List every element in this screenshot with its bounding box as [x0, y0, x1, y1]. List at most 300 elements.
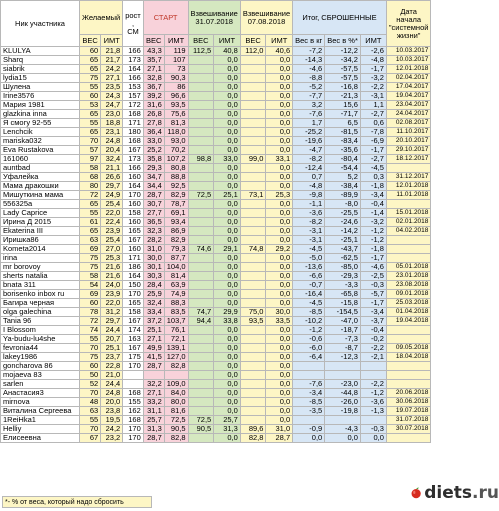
- weigh2-imt-cell[interactable]: 0,0: [266, 335, 293, 344]
- lost-imt-cell[interactable]: -2,1: [360, 353, 386, 362]
- start-date-cell[interactable]: 12.01.2018: [386, 182, 431, 191]
- start-weight-cell[interactable]: 33,2: [143, 398, 164, 407]
- desired-imt-cell[interactable]: 24,2: [101, 425, 123, 434]
- desired-imt-cell[interactable]: 24,8: [101, 137, 123, 146]
- weigh1-imt-cell[interactable]: 0,0: [214, 182, 241, 191]
- height-cm-cell[interactable]: 168: [123, 389, 144, 398]
- desired-weight-cell[interactable]: 55: [80, 335, 101, 344]
- lost-imt-cell[interactable]: [360, 416, 386, 425]
- participant-name-cell[interactable]: Мишуткина мама: [1, 191, 80, 200]
- lost-kg-cell[interactable]: -9,8: [293, 191, 325, 200]
- weigh1-imt-cell[interactable]: 0,0: [214, 326, 241, 335]
- start-date-cell[interactable]: 20.10.2017: [386, 137, 431, 146]
- start-date-cell[interactable]: 12.01.2018: [386, 65, 431, 74]
- weigh2-imt-cell[interactable]: 0,0: [266, 182, 293, 191]
- start-date-cell[interactable]: [386, 434, 431, 443]
- desired-imt-cell[interactable]: 23,9: [101, 290, 123, 299]
- participant-name-cell[interactable]: 161060: [1, 155, 80, 164]
- desired-weight-cell[interactable]: 67: [80, 434, 101, 443]
- weigh2-imt-cell[interactable]: 0,0: [266, 290, 293, 299]
- start-imt-cell[interactable]: 74,9: [164, 290, 188, 299]
- start-imt-cell[interactable]: 79,3: [164, 245, 188, 254]
- weigh2-weight-cell[interactable]: 73,1: [240, 191, 266, 200]
- weigh1-imt-cell[interactable]: 0,0: [214, 74, 241, 83]
- desired-weight-cell[interactable]: 58: [80, 272, 101, 281]
- weigh1-imt-cell[interactable]: 40,8: [214, 47, 241, 56]
- weigh1-imt-cell[interactable]: 0,0: [214, 236, 241, 245]
- weigh2-imt-cell[interactable]: 0,0: [266, 65, 293, 74]
- weigh1-weight-cell[interactable]: 112,5: [188, 47, 214, 56]
- lost-imt-cell[interactable]: 0,3: [360, 173, 386, 182]
- weigh2-weight-cell[interactable]: [240, 110, 266, 119]
- weigh1-imt-cell[interactable]: 0,0: [214, 110, 241, 119]
- weigh2-weight-cell[interactable]: [240, 137, 266, 146]
- weigh2-imt-cell[interactable]: 33,5: [266, 317, 293, 326]
- lost-kg-cell[interactable]: [293, 371, 325, 380]
- lost-imt-cell[interactable]: -1,8: [360, 245, 386, 254]
- lost-imt-cell[interactable]: -3,2: [360, 74, 386, 83]
- weigh1-weight-cell[interactable]: [188, 335, 214, 344]
- desired-weight-cell[interactable]: 63: [80, 236, 101, 245]
- height-cm-cell[interactable]: 160: [123, 200, 144, 209]
- desired-weight-cell[interactable]: 57: [80, 146, 101, 155]
- lost-kg-cell[interactable]: -0,9: [293, 425, 325, 434]
- start-imt-cell[interactable]: 81,4: [164, 272, 188, 281]
- lost-pct-cell[interactable]: -89,9: [325, 191, 361, 200]
- start-weight-cell[interactable]: 25,1: [143, 326, 164, 335]
- lost-kg-cell[interactable]: -7,6: [293, 380, 325, 389]
- start-weight-cell[interactable]: 31,3: [143, 425, 164, 434]
- desired-imt-cell[interactable]: 29,7: [101, 182, 123, 191]
- desired-imt-cell[interactable]: 24,0: [101, 281, 123, 290]
- start-date-cell[interactable]: [386, 245, 431, 254]
- weigh1-weight-cell[interactable]: [188, 281, 214, 290]
- desired-imt-cell[interactable]: 24,9: [101, 191, 123, 200]
- start-imt-cell[interactable]: 127,0: [164, 353, 188, 362]
- lost-kg-cell[interactable]: -8,8: [293, 74, 325, 83]
- participant-name-cell[interactable]: Sharq: [1, 56, 80, 65]
- desired-weight-cell[interactable]: 78: [80, 308, 101, 317]
- weigh2-imt-cell[interactable]: 0,0: [266, 380, 293, 389]
- lost-pct-cell[interactable]: -19,8: [325, 407, 361, 416]
- start-imt-cell[interactable]: 72,1: [164, 335, 188, 344]
- weigh1-weight-cell[interactable]: [188, 182, 214, 191]
- lost-imt-cell[interactable]: -3,4: [360, 308, 386, 317]
- desired-imt-cell[interactable]: 23,2: [101, 434, 123, 443]
- weigh2-weight-cell[interactable]: [240, 200, 266, 209]
- desired-imt-cell[interactable]: 23,9: [101, 227, 123, 236]
- start-date-cell[interactable]: 23.01.2018: [386, 272, 431, 281]
- weigh2-weight-cell[interactable]: [240, 56, 266, 65]
- weigh1-imt-cell[interactable]: 0,0: [214, 92, 241, 101]
- start-weight-cell[interactable]: 25,7: [143, 416, 164, 425]
- weigh2-weight-cell[interactable]: [240, 263, 266, 272]
- start-date-cell[interactable]: 20.06.2018: [386, 389, 431, 398]
- desired-weight-cell[interactable]: 48: [80, 398, 101, 407]
- start-weight-cell[interactable]: 29,3: [143, 164, 164, 173]
- start-date-cell[interactable]: 31.07.2018: [386, 416, 431, 425]
- weigh2-imt-cell[interactable]: 0,0: [266, 227, 293, 236]
- participant-name-cell[interactable]: Irine3576: [1, 92, 80, 101]
- start-weight-cell[interactable]: 28,4: [143, 281, 164, 290]
- lost-imt-cell[interactable]: [360, 362, 386, 371]
- height-cm-cell[interactable]: 173: [123, 155, 144, 164]
- start-date-cell[interactable]: [386, 371, 431, 380]
- weigh2-imt-cell[interactable]: 0,0: [266, 389, 293, 398]
- participant-name-cell[interactable]: mojaeva 83: [1, 371, 80, 380]
- weigh2-imt-cell[interactable]: 0,0: [266, 272, 293, 281]
- weigh1-weight-cell[interactable]: [188, 173, 214, 182]
- desired-imt-cell[interactable]: 23,5: [101, 83, 123, 92]
- lost-pct-cell[interactable]: -25,5: [325, 209, 361, 218]
- start-imt-cell[interactable]: 90,3: [164, 74, 188, 83]
- weigh1-imt-cell[interactable]: 0,0: [214, 173, 241, 182]
- weigh1-imt-cell[interactable]: 25,1: [214, 191, 241, 200]
- weigh1-weight-cell[interactable]: [188, 353, 214, 362]
- start-weight-cell[interactable]: 36,5: [143, 218, 164, 227]
- participant-name-cell[interactable]: Я смогу 92-55: [1, 119, 80, 128]
- lost-kg-cell[interactable]: -3,4: [293, 389, 325, 398]
- lost-pct-cell[interactable]: -81,5: [325, 128, 361, 137]
- start-date-cell[interactable]: 11.10.2017: [386, 128, 431, 137]
- start-weight-cell[interactable]: 34,4: [143, 182, 164, 191]
- weigh1-weight-cell[interactable]: [188, 254, 214, 263]
- lost-pct-cell[interactable]: -23,0: [325, 380, 361, 389]
- participant-name-cell[interactable]: Helliy: [1, 425, 80, 434]
- weigh1-imt-cell[interactable]: 0,0: [214, 335, 241, 344]
- desired-imt-cell[interactable]: 25,4: [101, 200, 123, 209]
- desired-imt-cell[interactable]: 22,4: [101, 218, 123, 227]
- lost-imt-cell[interactable]: -2,2: [360, 380, 386, 389]
- lost-kg-cell[interactable]: -3,6: [293, 209, 325, 218]
- participant-name-cell[interactable]: lakey1986: [1, 353, 80, 362]
- lost-imt-cell[interactable]: -1,2: [360, 227, 386, 236]
- height-cm-cell[interactable]: 180: [123, 128, 144, 137]
- weigh2-imt-cell[interactable]: 0,0: [266, 416, 293, 425]
- weigh2-imt-cell[interactable]: 0,0: [266, 236, 293, 245]
- lost-imt-cell[interactable]: -1,8: [360, 182, 386, 191]
- start-imt-cell[interactable]: 109,0: [164, 380, 188, 389]
- start-imt-cell[interactable]: 88,8: [164, 173, 188, 182]
- weigh2-weight-cell[interactable]: [240, 218, 266, 227]
- weigh2-weight-cell[interactable]: [240, 92, 266, 101]
- desired-imt-cell[interactable]: 27,0: [101, 245, 123, 254]
- desired-weight-cell[interactable]: 72: [80, 191, 101, 200]
- weigh2-imt-cell[interactable]: 0,0: [266, 344, 293, 353]
- participant-name-cell[interactable]: Уфалейка: [1, 173, 80, 182]
- lost-pct-cell[interactable]: -34,2: [325, 56, 361, 65]
- lost-pct-cell[interactable]: 0,0: [325, 434, 361, 443]
- height-cm-cell[interactable]: 170: [123, 362, 144, 371]
- participant-name-cell[interactable]: goncharova 86: [1, 362, 80, 371]
- lost-pct-cell[interactable]: [325, 416, 361, 425]
- lost-imt-cell[interactable]: -6,9: [360, 137, 386, 146]
- participant-name-cell[interactable]: fevronia44: [1, 344, 80, 353]
- lost-pct-cell[interactable]: -80,4: [325, 155, 361, 164]
- lost-imt-cell[interactable]: -3,2: [360, 218, 386, 227]
- weigh1-weight-cell[interactable]: [188, 380, 214, 389]
- weigh2-imt-cell[interactable]: 0,0: [266, 119, 293, 128]
- start-date-cell[interactable]: 23.04.2017: [386, 101, 431, 110]
- weigh1-weight-cell[interactable]: [188, 74, 214, 83]
- desired-imt-cell[interactable]: 18,8: [101, 119, 123, 128]
- desired-imt-cell[interactable]: 27,1: [101, 74, 123, 83]
- weigh2-weight-cell[interactable]: [240, 362, 266, 371]
- start-date-cell[interactable]: 02.01.2018: [386, 218, 431, 227]
- weigh2-imt-cell[interactable]: 0,0: [266, 254, 293, 263]
- weigh1-imt-cell[interactable]: 0,0: [214, 263, 241, 272]
- start-weight-cell[interactable]: 32,8: [143, 74, 164, 83]
- start-weight-cell[interactable]: [143, 371, 164, 380]
- weigh1-imt-cell[interactable]: 0,0: [214, 227, 241, 236]
- weigh2-weight-cell[interactable]: [240, 254, 266, 263]
- start-date-cell[interactable]: 25.03.2018: [386, 299, 431, 308]
- lost-imt-cell[interactable]: -4,8: [360, 56, 386, 65]
- weigh1-imt-cell[interactable]: 0,0: [214, 362, 241, 371]
- lost-pct-cell[interactable]: -38,4: [325, 182, 361, 191]
- lost-pct-cell[interactable]: 5,2: [325, 173, 361, 182]
- start-date-cell[interactable]: [386, 362, 431, 371]
- weigh1-imt-cell[interactable]: 0,0: [214, 137, 241, 146]
- desired-imt-cell[interactable]: 21,7: [101, 56, 123, 65]
- lost-imt-cell[interactable]: -4,5: [360, 164, 386, 173]
- lost-kg-cell[interactable]: 0,7: [293, 173, 325, 182]
- desired-weight-cell[interactable]: 60: [80, 362, 101, 371]
- desired-weight-cell[interactable]: 53: [80, 101, 101, 110]
- weigh1-imt-cell[interactable]: 0,0: [214, 83, 241, 92]
- start-weight-cell[interactable]: 27,1: [143, 65, 164, 74]
- weigh1-weight-cell[interactable]: 98,8: [188, 155, 214, 164]
- height-cm-cell[interactable]: 164: [123, 272, 144, 281]
- participant-name-cell[interactable]: 556325а: [1, 200, 80, 209]
- weigh1-weight-cell[interactable]: [188, 227, 214, 236]
- start-date-cell[interactable]: 05.01.2018: [386, 263, 431, 272]
- height-cm-cell[interactable]: 160: [123, 245, 144, 254]
- lost-pct-cell[interactable]: -62,5: [325, 254, 361, 263]
- participant-name-cell[interactable]: Мария 1981: [1, 101, 80, 110]
- height-cm-cell[interactable]: 158: [123, 209, 144, 218]
- weigh2-weight-cell[interactable]: [240, 407, 266, 416]
- desired-imt-cell[interactable]: 24,3: [101, 92, 123, 101]
- desired-weight-cell[interactable]: 68: [80, 173, 101, 182]
- lost-imt-cell[interactable]: -2,6: [360, 47, 386, 56]
- start-imt-cell[interactable]: 92,5: [164, 182, 188, 191]
- lost-pct-cell[interactable]: -71,7: [325, 110, 361, 119]
- height-cm-cell[interactable]: [123, 380, 144, 389]
- weigh2-imt-cell[interactable]: 0,0: [266, 218, 293, 227]
- weigh2-weight-cell[interactable]: 75,0: [240, 308, 266, 317]
- start-date-cell[interactable]: [386, 164, 431, 173]
- desired-weight-cell[interactable]: 74: [80, 326, 101, 335]
- start-weight-cell[interactable]: 32,2: [143, 380, 164, 389]
- weigh1-imt-cell[interactable]: 0,0: [214, 272, 241, 281]
- start-date-cell[interactable]: 24.04.2017: [386, 110, 431, 119]
- weigh2-imt-cell[interactable]: 0,0: [266, 263, 293, 272]
- desired-weight-cell[interactable]: 65: [80, 110, 101, 119]
- weigh1-weight-cell[interactable]: [188, 290, 214, 299]
- start-date-cell[interactable]: 04.02.2018: [386, 227, 431, 236]
- lost-pct-cell[interactable]: -8,7: [325, 344, 361, 353]
- desired-imt-cell[interactable]: 23,7: [101, 353, 123, 362]
- weigh1-imt-cell[interactable]: 29,9: [214, 308, 241, 317]
- lost-imt-cell[interactable]: [360, 371, 386, 380]
- weigh2-weight-cell[interactable]: [240, 353, 266, 362]
- desired-imt-cell[interactable]: 22,0: [101, 299, 123, 308]
- lost-kg-cell[interactable]: -1,2: [293, 326, 325, 335]
- weigh2-imt-cell[interactable]: 0,0: [266, 128, 293, 137]
- height-cm-cell[interactable]: 167: [123, 317, 144, 326]
- start-weight-cell[interactable]: 27,7: [143, 209, 164, 218]
- lost-kg-cell[interactable]: -8,5: [293, 398, 325, 407]
- start-date-cell[interactable]: 19.04.2017: [386, 92, 431, 101]
- weigh2-weight-cell[interactable]: [240, 326, 266, 335]
- start-weight-cell[interactable]: 37,2: [143, 317, 164, 326]
- weigh1-weight-cell[interactable]: [188, 200, 214, 209]
- participant-name-cell[interactable]: olga galechina: [1, 308, 80, 317]
- diets-logo[interactable]: [410, 478, 499, 508]
- lost-kg-cell[interactable]: -8,5: [293, 308, 325, 317]
- participant-name-cell[interactable]: Lady Caprice: [1, 209, 80, 218]
- start-imt-cell[interactable]: 82,9: [164, 236, 188, 245]
- participant-name-cell[interactable]: sarlen: [1, 380, 80, 389]
- weigh2-weight-cell[interactable]: 112,0: [240, 47, 266, 56]
- participant-name-cell[interactable]: Ирина Д 2015: [1, 218, 80, 227]
- weigh1-weight-cell[interactable]: 94,4: [188, 317, 214, 326]
- height-cm-cell[interactable]: 168: [123, 137, 144, 146]
- start-date-cell[interactable]: [386, 200, 431, 209]
- weigh1-imt-cell[interactable]: 0,0: [214, 380, 241, 389]
- height-cm-cell[interactable]: 166: [123, 164, 144, 173]
- weigh1-imt-cell[interactable]: 0,0: [214, 218, 241, 227]
- desired-imt-cell[interactable]: 26,6: [101, 173, 123, 182]
- lost-kg-cell[interactable]: -6,6: [293, 272, 325, 281]
- start-imt-cell[interactable]: [164, 371, 188, 380]
- weigh2-weight-cell[interactable]: 74,8: [240, 245, 266, 254]
- lost-kg-cell[interactable]: -4,7: [293, 146, 325, 155]
- start-weight-cell[interactable]: 28,7: [143, 362, 164, 371]
- start-weight-cell[interactable]: 26,8: [143, 110, 164, 119]
- lost-imt-cell[interactable]: -1,7: [360, 299, 386, 308]
- start-date-cell[interactable]: 09.05.2018: [386, 344, 431, 353]
- start-date-cell[interactable]: 29.10.2017: [386, 146, 431, 155]
- weigh1-weight-cell[interactable]: 74,7: [188, 308, 214, 317]
- weigh1-imt-cell[interactable]: 0,0: [214, 101, 241, 110]
- desired-weight-cell[interactable]: 75: [80, 74, 101, 83]
- start-imt-cell[interactable]: 82,9: [164, 191, 188, 200]
- desired-imt-cell[interactable]: 24,7: [101, 101, 123, 110]
- start-imt-cell[interactable]: 119: [164, 47, 188, 56]
- lost-imt-cell[interactable]: -1,2: [360, 236, 386, 245]
- lost-kg-cell[interactable]: -4,5: [293, 299, 325, 308]
- weigh1-weight-cell[interactable]: [188, 110, 214, 119]
- start-imt-cell[interactable]: 87,7: [164, 254, 188, 263]
- weigh2-weight-cell[interactable]: [240, 164, 266, 173]
- desired-weight-cell[interactable]: 69: [80, 290, 101, 299]
- participant-name-cell[interactable]: siabrik: [1, 65, 80, 74]
- lost-imt-cell[interactable]: -0,2: [360, 335, 386, 344]
- weigh2-weight-cell[interactable]: [240, 227, 266, 236]
- height-cm-cell[interactable]: 166: [123, 47, 144, 56]
- start-imt-cell[interactable]: 103,7: [164, 317, 188, 326]
- participant-name-cell[interactable]: glazkina inna: [1, 110, 80, 119]
- weigh2-weight-cell[interactable]: [240, 101, 266, 110]
- lost-imt-cell[interactable]: -1,3: [360, 407, 386, 416]
- weigh2-weight-cell[interactable]: [240, 380, 266, 389]
- height-cm-cell[interactable]: 175: [123, 353, 144, 362]
- weigh2-weight-cell[interactable]: [240, 65, 266, 74]
- height-cm-cell[interactable]: 160: [123, 173, 144, 182]
- desired-weight-cell[interactable]: 55: [80, 416, 101, 425]
- start-date-cell[interactable]: 02.08.2017: [386, 119, 431, 128]
- start-weight-cell[interactable]: 32,4: [143, 299, 164, 308]
- weigh1-imt-cell[interactable]: 33,8: [214, 317, 241, 326]
- weigh2-weight-cell[interactable]: [240, 416, 266, 425]
- desired-imt-cell[interactable]: 24,4: [101, 380, 123, 389]
- weigh2-imt-cell[interactable]: 0,0: [266, 146, 293, 155]
- weigh2-weight-cell[interactable]: [240, 146, 266, 155]
- weigh1-imt-cell[interactable]: 0,0: [214, 290, 241, 299]
- start-date-cell[interactable]: 01.04.2018: [386, 308, 431, 317]
- desired-weight-cell[interactable]: 52: [80, 380, 101, 389]
- weigh2-imt-cell[interactable]: 28,7: [266, 434, 293, 443]
- weigh1-imt-cell[interactable]: 0,0: [214, 344, 241, 353]
- weigh2-imt-cell[interactable]: 0,0: [266, 326, 293, 335]
- weigh1-weight-cell[interactable]: [188, 434, 214, 443]
- lost-pct-cell[interactable]: -57,5: [325, 65, 361, 74]
- lost-pct-cell[interactable]: -14,2: [325, 227, 361, 236]
- height-cm-cell[interactable]: 167: [123, 344, 144, 353]
- desired-imt-cell[interactable]: 25,3: [101, 254, 123, 263]
- weigh2-weight-cell[interactable]: [240, 236, 266, 245]
- lost-pct-cell[interactable]: 6,5: [325, 119, 361, 128]
- desired-imt-cell[interactable]: 21,1: [101, 164, 123, 173]
- lost-imt-cell[interactable]: -4,6: [360, 263, 386, 272]
- weigh1-imt-cell[interactable]: 0,0: [214, 353, 241, 362]
- start-weight-cell[interactable]: 25,9: [143, 290, 164, 299]
- desired-weight-cell[interactable]: 55: [80, 83, 101, 92]
- lost-kg-cell[interactable]: -4,5: [293, 245, 325, 254]
- desired-weight-cell[interactable]: 80: [80, 182, 101, 191]
- weigh1-imt-cell[interactable]: 0,0: [214, 299, 241, 308]
- lost-imt-cell[interactable]: -3,4: [360, 191, 386, 200]
- start-weight-cell[interactable]: 33,4: [143, 308, 164, 317]
- height-cm-cell[interactable]: 171: [123, 254, 144, 263]
- lost-pct-cell[interactable]: -83,4: [325, 137, 361, 146]
- desired-weight-cell[interactable]: 65: [80, 227, 101, 236]
- start-weight-cell[interactable]: 36,4: [143, 128, 164, 137]
- lost-pct-cell[interactable]: -15,8: [325, 299, 361, 308]
- start-weight-cell[interactable]: 30,7: [143, 200, 164, 209]
- weigh1-weight-cell[interactable]: [188, 137, 214, 146]
- lost-pct-cell[interactable]: -26,0: [325, 398, 361, 407]
- desired-imt-cell[interactable]: 23,1: [101, 128, 123, 137]
- lost-kg-cell[interactable]: -4,6: [293, 65, 325, 74]
- lost-kg-cell[interactable]: -3,1: [293, 236, 325, 245]
- participant-name-cell[interactable]: Ya-budu-lu4she: [1, 335, 80, 344]
- weigh2-weight-cell[interactable]: [240, 272, 266, 281]
- weigh1-imt-cell[interactable]: 0,0: [214, 434, 241, 443]
- desired-imt-cell[interactable]: 29,7: [101, 317, 123, 326]
- desired-weight-cell[interactable]: 60: [80, 299, 101, 308]
- weigh2-imt-cell[interactable]: 0,0: [266, 281, 293, 290]
- lost-kg-cell[interactable]: -12,4: [293, 164, 325, 173]
- weigh1-weight-cell[interactable]: 74,6: [188, 245, 214, 254]
- start-imt-cell[interactable]: 76,1: [164, 326, 188, 335]
- lost-kg-cell[interactable]: -8,2: [293, 155, 325, 164]
- lost-kg-cell[interactable]: -5,0: [293, 254, 325, 263]
- participant-name-cell[interactable]: irina: [1, 254, 80, 263]
- weigh2-imt-cell[interactable]: 0,0: [266, 299, 293, 308]
